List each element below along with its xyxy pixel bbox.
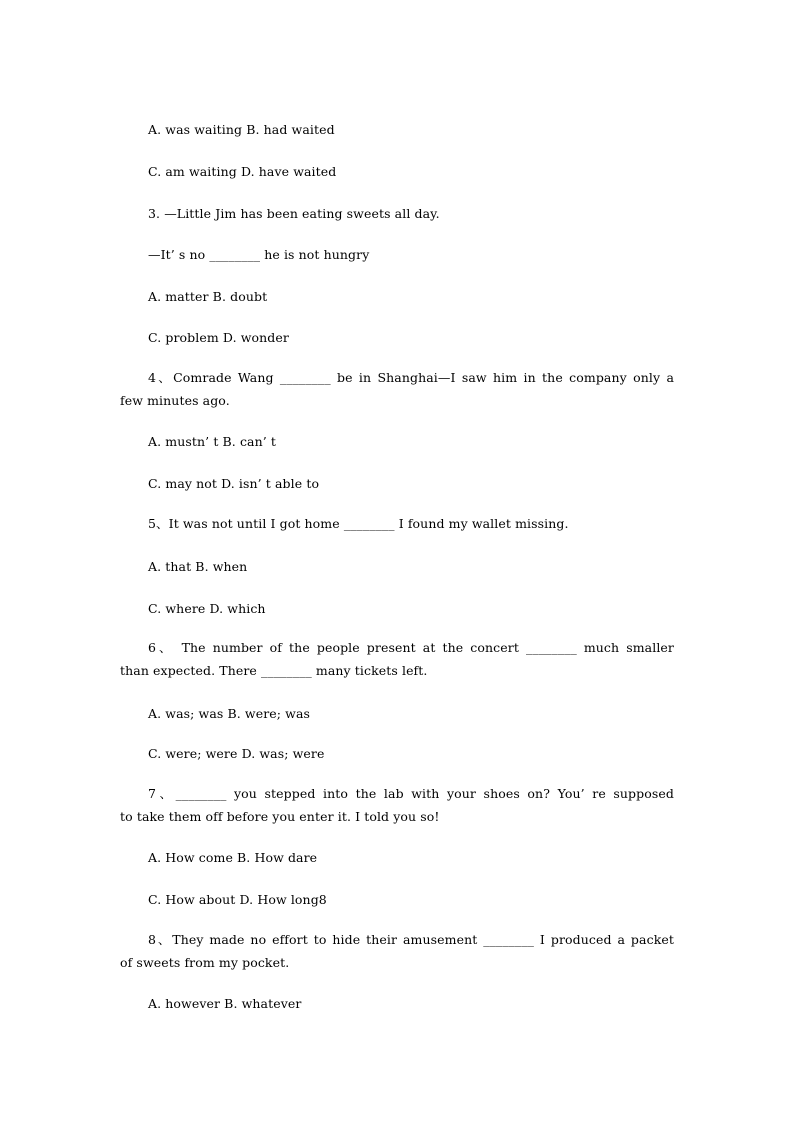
q3-options-ab: A. matter B. doubt: [148, 289, 268, 304]
q2-options-ab: A. was waiting B. had waited: [148, 122, 335, 137]
q4-options-ab: A. mustn’ t B. can’ t: [148, 434, 277, 449]
q5-options-ab: A. that B. when: [148, 559, 248, 574]
q3-question-line-2: —It’ s no ________ he is not hungry: [148, 247, 370, 262]
q3-question-line-1: 3. —Little Jim has been eating sweets all day.: [148, 206, 440, 221]
q4-options-cd: C. may not D. isn’ t able to: [148, 476, 320, 491]
q8-question-line-2: of sweets from my pocket.: [120, 955, 290, 970]
q2-options-cd: C. am waiting D. have waited: [148, 164, 337, 179]
q6-question-line-1: 6、 The number of the people present at the concert ________ much smaller: [148, 640, 674, 655]
q7-question-line-2: to take them off before you enter it. I told you so!: [120, 809, 440, 824]
q8-question-line-1: 8、They made no effort to hide their amusement ________ I produced a packet: [148, 932, 674, 947]
q7-options-cd: C. How about D. How long8: [148, 892, 327, 907]
q4-question-line-1: 4、Comrade Wang ________ be in Shanghai—I saw him in the company only a: [148, 370, 674, 385]
q8-options-ab: A. however B. whatever: [148, 996, 302, 1011]
q6-options-cd: C. were; were D. was; were: [148, 746, 325, 761]
q6-options-ab: A. was; was B. were; was: [148, 706, 311, 721]
q7-question-line-1: 7、________ you stepped into the lab with your shoes on? You’ re supposed: [148, 786, 674, 801]
q7-options-ab: A. How come B. How dare: [148, 850, 318, 865]
q5-question: 5、It was not until I got home ________ I found my wallet missing.: [148, 516, 569, 531]
q3-options-cd: C. problem D. wonder: [148, 330, 289, 345]
q4-question-line-2: few minutes ago.: [120, 393, 230, 408]
q6-question-line-2: than expected. There ________ many tickets left.: [120, 663, 428, 678]
q5-options-cd: C. where D. which: [148, 601, 266, 616]
